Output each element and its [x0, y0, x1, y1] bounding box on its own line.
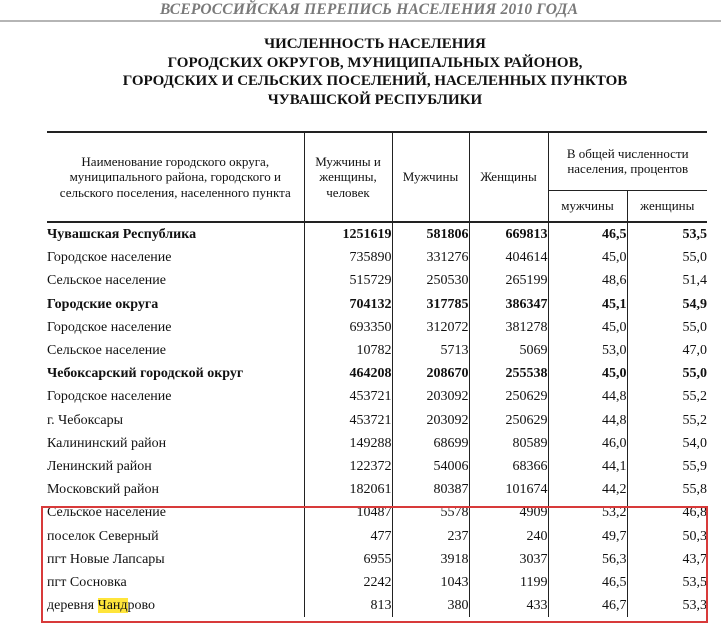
title-line: ГОРОДСКИХ И СЕЛЬСКИХ ПОСЕЛЕНИЙ, НАСЕЛЕННЫХ ПУНКТОВ: [122, 73, 628, 89]
cell-total: 735890: [304, 246, 392, 269]
population-table: [47, 131, 707, 617]
table-row: [47, 501, 707, 524]
cell-men: 317785: [392, 293, 469, 316]
row-name: Ленинский район: [47, 455, 304, 478]
table-row: [47, 222, 707, 246]
cell-total: 453721: [304, 385, 392, 408]
row-name: Городское население: [47, 246, 304, 269]
cell-men: 208670: [392, 362, 469, 385]
cell-share-men: 46,5: [548, 222, 627, 246]
cell-share-men: 46,0: [548, 432, 627, 455]
title-line: ГОРОДСКИХ ОКРУГОВ, МУНИЦИПАЛЬНЫХ РАЙОНОВ,: [167, 54, 583, 71]
table-row: [47, 478, 707, 501]
cell-men: 54006: [392, 455, 469, 478]
cell-women: 669813: [469, 222, 548, 246]
cell-total: 453721: [304, 409, 392, 432]
cell-total: 122372: [304, 455, 392, 478]
cell-men: 5578: [392, 501, 469, 524]
cell-share-men: 45,0: [548, 246, 627, 269]
cell-women: 404614: [469, 246, 548, 269]
cell-men: 312072: [392, 316, 469, 339]
table-row: [47, 246, 707, 269]
cell-share-men: 45,0: [548, 316, 627, 339]
cell-share-women: 53,3: [682, 598, 707, 614]
table-row: [47, 524, 707, 547]
cell-share-men: 56,3: [548, 548, 627, 571]
banner-divider: [0, 20, 721, 22]
row-name: Чувашская Республика: [47, 222, 304, 246]
cell-share-women: 55,8: [682, 482, 707, 498]
cell-share-women: 43,7: [682, 551, 707, 567]
cell-share-women: 54,0: [682, 435, 707, 451]
cell-total: 464208: [304, 362, 392, 385]
row-name: [47, 594, 304, 617]
row-name: Городское население: [47, 316, 304, 339]
table-row: [47, 293, 707, 316]
cell-men: 237: [392, 524, 469, 547]
cell-women: 381278: [469, 316, 548, 339]
cell-total: 182061: [304, 478, 392, 501]
row-name-part: рово: [127, 598, 156, 614]
title-line: ЧИСЛЕННОСТЬ НАСЕЛЕНИЯ: [264, 36, 486, 52]
row-name: г. Чебоксары: [47, 409, 304, 432]
header-men: Мужчины: [392, 132, 469, 222]
table-row: [47, 594, 707, 617]
cell-women: 68366: [469, 455, 548, 478]
cell-women: 5069: [469, 339, 548, 362]
cell-share-women: 50,3: [682, 528, 707, 544]
row-name: Московский район: [47, 478, 304, 501]
cell-women: 386347: [469, 293, 548, 316]
cell-share-women: 53,5: [682, 574, 707, 590]
cell-total: 6955: [304, 548, 392, 571]
row-name: Калининский район: [47, 432, 304, 455]
header-name: Наименование городского округа, муниципального района, городского и сельского поселения, населенного пункта: [47, 132, 304, 222]
cell-share-men: 53,2: [548, 501, 627, 524]
row-name: Сельское население: [47, 501, 304, 524]
cell-men: 331276: [392, 246, 469, 269]
cell-share-men: 45,0: [548, 362, 627, 385]
cell-women: 255538: [469, 362, 548, 385]
document-title: [40, 35, 710, 109]
table-row: [47, 362, 707, 385]
table-row: [47, 339, 707, 362]
census-banner: ВСЕРОССИЙСКАЯ ПЕРЕПИСЬ НАСЕЛЕНИЯ 2010 ГОДА: [160, 1, 579, 18]
table-row: [47, 548, 707, 571]
cell-women: 80589: [469, 432, 548, 455]
cell-total: 10782: [304, 339, 392, 362]
table-row: [47, 385, 707, 408]
cell-women: 250629: [469, 409, 548, 432]
header-share-women: женщины: [627, 190, 707, 222]
cell-share-men: 45,1: [548, 293, 627, 316]
cell-share-women: 47,0: [682, 343, 707, 359]
cell-total: 813: [304, 594, 392, 617]
cell-men: 250530: [392, 269, 469, 292]
cell-men: 80387: [392, 478, 469, 501]
cell-share-women: 55,0: [682, 366, 707, 382]
cell-total: 1251619: [304, 222, 392, 246]
cell-share-women: 51,4: [682, 273, 707, 289]
cell-share-men: 44,2: [548, 478, 627, 501]
cell-share-men: 53,0: [548, 339, 627, 362]
cell-men: 581806: [392, 222, 469, 246]
cell-total: 149288: [304, 432, 392, 455]
cell-total: 477: [304, 524, 392, 547]
cell-share-men: 46,7: [548, 594, 627, 617]
row-name: Городские округа: [47, 293, 304, 316]
cell-men: 1043: [392, 571, 469, 594]
row-name: Чебоксарский городской округ: [47, 362, 304, 385]
header-women: Женщины: [469, 132, 548, 222]
table-row: [47, 432, 707, 455]
header-share-group: В общей численности населения, процентов: [548, 132, 707, 190]
cell-share-women: 54,9: [682, 296, 707, 312]
cell-share-women: 55,2: [682, 412, 707, 428]
cell-share-women: 55,9: [682, 458, 707, 474]
cell-women: 101674: [469, 478, 548, 501]
header-share-men: мужчины: [548, 190, 627, 222]
header-total: Мужчины и женщины, человек: [304, 132, 392, 222]
row-name: Сельское население: [47, 339, 304, 362]
cell-women: 265199: [469, 269, 548, 292]
table-row: [47, 409, 707, 432]
cell-share-men: 46,5: [548, 571, 627, 594]
row-name: пгт Сосновка: [47, 571, 304, 594]
cell-share-men: 48,6: [548, 269, 627, 292]
row-name: Сельское население: [47, 269, 304, 292]
cell-share-men: 44,1: [548, 455, 627, 478]
row-name-part: деревня: [47, 598, 98, 614]
row-name: поселок Северный: [47, 524, 304, 547]
row-name: Городское население: [47, 385, 304, 408]
title-line: ЧУВАШСКОЙ РЕСПУБЛИКИ: [267, 91, 483, 108]
search-highlight: Чанд: [97, 598, 128, 614]
cell-men: 3918: [392, 548, 469, 571]
cell-men: 5713: [392, 339, 469, 362]
cell-share-men: 44,8: [548, 385, 627, 408]
table-row: [47, 269, 707, 292]
cell-share-men: 49,7: [548, 524, 627, 547]
cell-women: 240: [469, 524, 548, 547]
cell-total: 704132: [304, 293, 392, 316]
cell-total: 10487: [304, 501, 392, 524]
table-row: [47, 455, 707, 478]
cell-women: 4909: [469, 501, 548, 524]
cell-women: 1199: [469, 571, 548, 594]
table-row: [47, 316, 707, 339]
table-row: [47, 571, 707, 594]
cell-total: 2242: [304, 571, 392, 594]
cell-total: 693350: [304, 316, 392, 339]
cell-men: 68699: [392, 432, 469, 455]
cell-total: 515729: [304, 269, 392, 292]
cell-women: 250629: [469, 385, 548, 408]
cell-men: 380: [392, 594, 469, 617]
cell-share-women: 46,8: [682, 505, 707, 521]
cell-share-men: 44,8: [548, 409, 627, 432]
cell-men: 203092: [392, 385, 469, 408]
cell-men: 203092: [392, 409, 469, 432]
cell-share-women: 55,0: [682, 250, 707, 266]
cell-women: 3037: [469, 548, 548, 571]
cell-share-women: 55,2: [682, 389, 707, 405]
cell-share-women: 55,0: [682, 319, 707, 335]
cell-women: 433: [469, 594, 548, 617]
cell-share-women: 53,5: [682, 227, 707, 243]
row-name: пгт Новые Лапсары: [47, 548, 304, 571]
